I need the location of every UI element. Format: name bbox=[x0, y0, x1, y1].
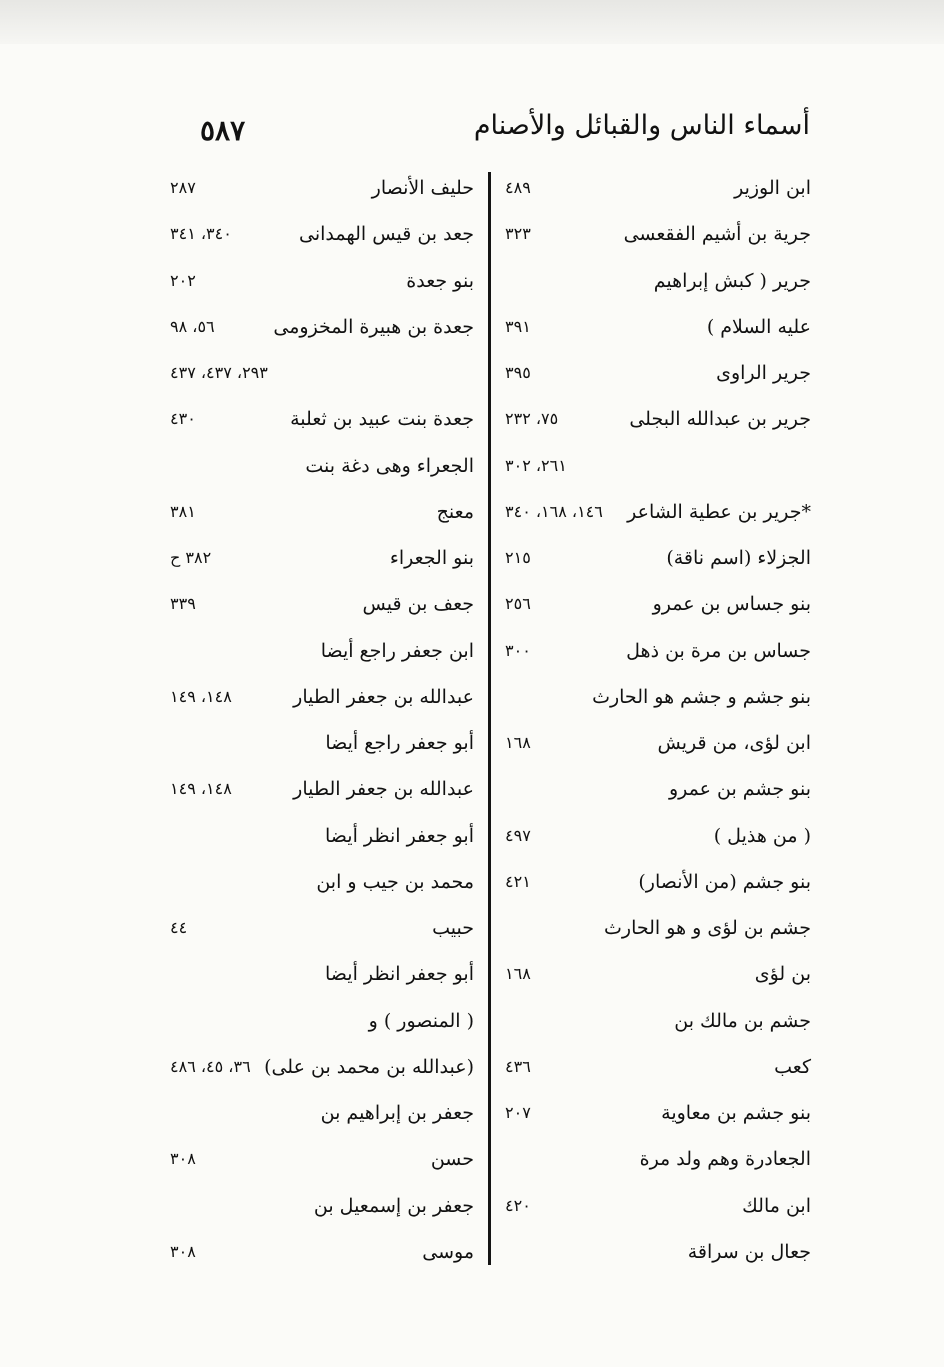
entry-pages: ٣٦، ٤٥، ٤٨٦ bbox=[170, 1056, 251, 1076]
entry-pages: ٥٦، ٩٨ bbox=[170, 316, 215, 336]
entry-name: جساس بن مرة بن ذهل bbox=[626, 639, 811, 662]
entry-name: معنج bbox=[436, 500, 474, 523]
index-entry bbox=[160, 1001, 478, 1041]
entry-name: (عبدالله بن محمد بن على) bbox=[264, 1055, 474, 1078]
entry-name: ابن الوزير bbox=[734, 177, 811, 199]
index-entry bbox=[495, 1139, 815, 1179]
entry-name: ( المنصور ) و bbox=[368, 1009, 474, 1032]
entry-name: محمد بن جيب و ابن bbox=[316, 870, 474, 893]
index-entry bbox=[160, 584, 478, 624]
entry-pages: ٣٨٢ ح bbox=[170, 548, 212, 567]
entry-name: موسى bbox=[422, 1240, 474, 1263]
entry-name: جرير ( كبش إبراهيم bbox=[653, 269, 811, 292]
entry-pages: ١٦٨ bbox=[505, 733, 531, 752]
entry-name: عبدالله بن جعفر الطيار bbox=[293, 778, 474, 801]
index-entry bbox=[495, 307, 815, 347]
entry-pages: ٤٢١ bbox=[505, 871, 531, 891]
index-entry bbox=[160, 769, 478, 809]
index-column-left bbox=[160, 168, 478, 1283]
page-header bbox=[200, 108, 810, 156]
index-entry bbox=[495, 862, 815, 902]
index-entry bbox=[160, 862, 478, 902]
entry-pages: ٣٨١ bbox=[170, 501, 196, 521]
index-entry bbox=[160, 1093, 478, 1133]
entry-pages: ٣٣٩ bbox=[170, 594, 196, 614]
entry-name: جعفر بن إسمعيل بن bbox=[313, 1194, 474, 1217]
entry-pages: ٤٨٩ bbox=[505, 178, 531, 197]
entry-pages: ٤٩٧ bbox=[505, 825, 531, 845]
index-entry bbox=[160, 353, 478, 393]
entry-name: جرير الراوى bbox=[716, 362, 811, 384]
entry-name: أبو جعفر راجع أيضا bbox=[325, 732, 474, 754]
entry-pages: ٣٩٥ bbox=[505, 363, 531, 382]
entry-name: الجزلاء (اسم ناقة) bbox=[666, 547, 811, 569]
page-title: أسماء الناس والقبائل والأصنام bbox=[473, 110, 810, 141]
index-entry bbox=[495, 631, 815, 671]
entry-name: جعدة بن هبيرة المخزومى bbox=[273, 315, 474, 338]
index-entry bbox=[160, 492, 478, 532]
index-entry bbox=[495, 954, 815, 994]
index-entry bbox=[160, 399, 478, 439]
index-entry bbox=[495, 1186, 815, 1226]
index-entry bbox=[160, 168, 478, 208]
entry-pages: ٤٣٦ bbox=[505, 1056, 531, 1076]
entry-name: حسن bbox=[430, 1148, 474, 1171]
entry-name: جرية بن أشيم الفقعسى bbox=[623, 223, 811, 246]
entry-name: جعد بن قيس الهمدانى bbox=[299, 223, 474, 246]
index-entry bbox=[495, 908, 815, 948]
entry-name: حبيب bbox=[432, 917, 474, 939]
index-entry bbox=[495, 1232, 815, 1272]
index-entry bbox=[495, 584, 815, 624]
entry-name: جشم بن مالك بن bbox=[674, 1009, 811, 1032]
entry-name: ابن لؤى، من قريش bbox=[657, 732, 811, 754]
index-entry bbox=[495, 1047, 815, 1087]
entry-name: جعفر بن إبراهيم بن bbox=[320, 1102, 474, 1124]
entry-pages: ٣٠٠ bbox=[505, 640, 531, 660]
column-divider bbox=[488, 172, 491, 1265]
entry-name: بنو جشم (من الأنصار) bbox=[638, 870, 811, 893]
entry-pages: ١٤٦، ١٦٨، ٣٤٠ bbox=[505, 501, 603, 521]
entry-name: بنو جشم و جشم هو الحارث bbox=[592, 685, 811, 708]
index-entry bbox=[495, 1093, 815, 1133]
index-entry bbox=[495, 353, 815, 393]
index-entry bbox=[495, 538, 815, 578]
entry-name: جعال بن سراقة bbox=[687, 1240, 811, 1263]
index-entry bbox=[495, 816, 815, 856]
entry-name: *جرير بن عطية الشاعر bbox=[627, 500, 811, 523]
entry-pages: ٢٥٦ bbox=[505, 594, 531, 614]
entry-pages: ٧٥، ٢٣٢ bbox=[505, 409, 559, 429]
entry-name: جشم بن لؤى و هو الحارث bbox=[604, 917, 811, 939]
index-entry bbox=[160, 214, 478, 254]
index-entry bbox=[495, 168, 815, 208]
entry-pages: ٢٠٧ bbox=[505, 1103, 531, 1122]
entry-name: بنو الجعراء bbox=[389, 547, 474, 569]
entry-name: بنو جعدة bbox=[406, 269, 474, 292]
index-entry bbox=[160, 816, 478, 856]
entry-pages: ٢٠٢ bbox=[170, 270, 196, 290]
index-entry bbox=[495, 1001, 815, 1041]
index-entry bbox=[160, 908, 478, 948]
index-entry bbox=[160, 307, 478, 347]
index-entry bbox=[495, 769, 815, 809]
entry-pages: ٢٨٧ bbox=[170, 178, 196, 197]
entry-pages: ٢١٥ bbox=[505, 548, 531, 567]
index-entry bbox=[495, 399, 815, 439]
entry-name: بنو جشم بن معاوية bbox=[661, 1102, 811, 1124]
index-entry bbox=[160, 1232, 478, 1272]
entry-name: حليف الأنصار bbox=[371, 177, 474, 199]
entry-name: عليه السلام ) bbox=[706, 315, 811, 338]
entry-name: بنو جساس بن عمرو bbox=[652, 593, 811, 616]
index-entry bbox=[160, 1047, 478, 1087]
index-entry bbox=[160, 677, 478, 717]
entry-name: أبو جعفر انظر أيضا bbox=[325, 824, 474, 847]
entry-name: عبدالله بن جعفر الطيار bbox=[293, 685, 474, 708]
index-entry bbox=[160, 1139, 478, 1179]
index-entry bbox=[495, 492, 815, 532]
entry-pages: ١٤٨، ١٤٩ bbox=[170, 686, 232, 706]
entry-pages: ٢٦١، ٣٠٢ bbox=[505, 455, 567, 475]
entry-name: كعب bbox=[774, 1055, 811, 1078]
entry-pages: ١٤٨، ١٤٩ bbox=[170, 779, 232, 799]
scan-edge bbox=[0, 0, 944, 44]
entry-name: بنو جشم بن عمرو bbox=[668, 778, 811, 801]
entry-pages: ٣٢٣ bbox=[505, 224, 531, 244]
entry-name: بن لؤى bbox=[754, 963, 811, 986]
index-entry bbox=[160, 538, 478, 578]
entry-name: جعف بن قيس bbox=[362, 593, 474, 616]
entry-pages: ٤٤ bbox=[170, 918, 188, 937]
entry-pages: ١٦٨ bbox=[505, 964, 531, 984]
entry-pages: ٣٠٨ bbox=[170, 1149, 196, 1169]
entry-pages: ٤٢٠ bbox=[505, 1195, 531, 1215]
entry-pages: ٢٩٣، ٤٣٧، ٤٣٧ bbox=[170, 363, 268, 382]
entry-name: ابن مالك bbox=[742, 1194, 811, 1217]
entry-name: جعدة بنت عبيد بن ثعلبة bbox=[290, 408, 474, 431]
index-column-right bbox=[495, 168, 815, 1283]
entry-name: جرير بن عبدالله البجلى bbox=[629, 408, 811, 431]
entry-pages: ٣٩١ bbox=[505, 316, 531, 336]
entry-pages: ٤٣٠ bbox=[170, 409, 196, 429]
entry-name: الجعراء وهى دغة بنت bbox=[305, 454, 474, 477]
entry-name: ابن جعفر راجع أيضا bbox=[320, 639, 474, 662]
entry-pages: ٣٤٠، ٣٤١ bbox=[170, 224, 232, 244]
index-entry bbox=[160, 261, 478, 301]
index-entry bbox=[160, 631, 478, 671]
index-entry bbox=[160, 954, 478, 994]
index-entry bbox=[160, 446, 478, 486]
entry-name: الجعادرة وهم ولد مرة bbox=[639, 1148, 811, 1171]
index-entry bbox=[160, 723, 478, 763]
entry-name: ( من هذيل ) bbox=[713, 824, 811, 847]
index-entry bbox=[495, 214, 815, 254]
index-entry bbox=[495, 677, 815, 717]
index-entry bbox=[160, 1186, 478, 1226]
page-number: ٥٨٧ bbox=[200, 114, 246, 147]
entry-name: أبو جعفر انظر أيضا bbox=[325, 963, 474, 986]
index-entry bbox=[495, 261, 815, 301]
index-entry bbox=[495, 446, 815, 486]
entry-pages: ٣٠٨ bbox=[170, 1241, 196, 1261]
index-entry bbox=[495, 723, 815, 763]
